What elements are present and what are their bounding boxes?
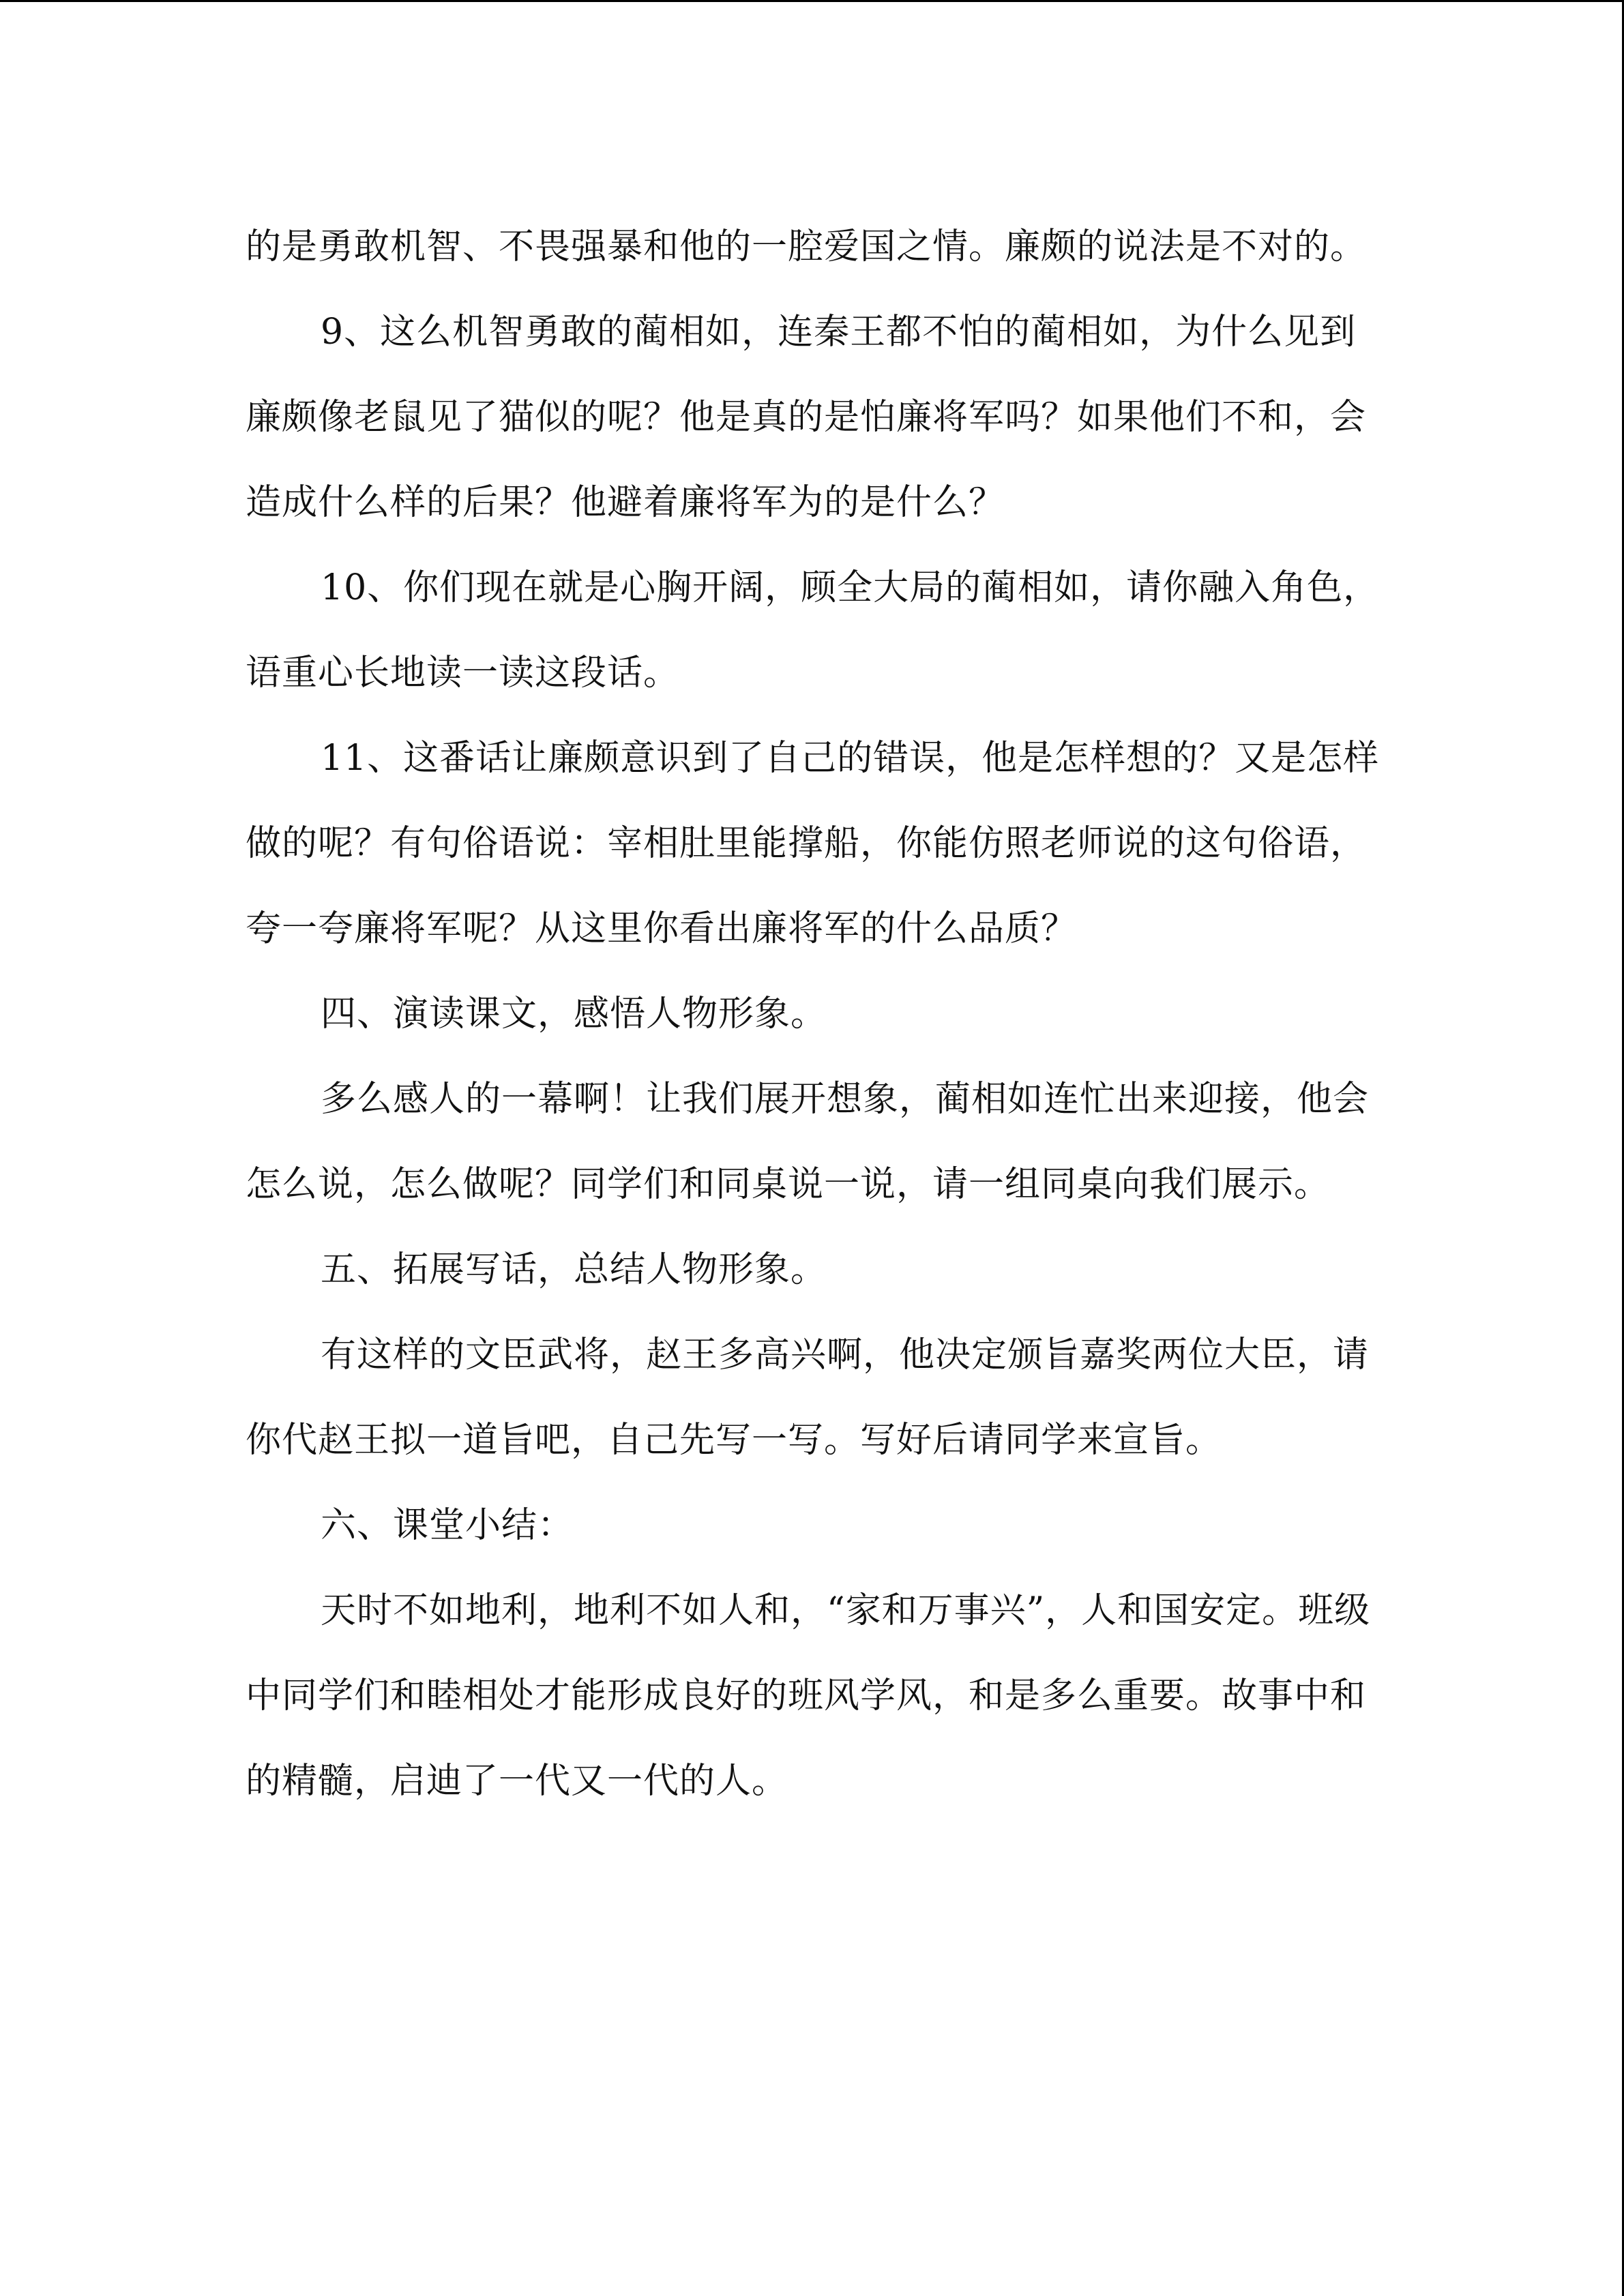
paragraph-question-10: 10、你们现在就是心胸开阔，顾全大局的蔺相如，请你融入角色，语重心长地读一读这段话。: [246, 567, 1380, 694]
document-body: [246, 205, 1391, 1824]
paragraph-section-5: 有这样的文臣武将，赵王多高兴啊，他决定颁旨嘉奖两位大臣，请你代赵王拟一道旨吧，自己先写一写。写好后请同学来宣旨。: [246, 1335, 1370, 1461]
paragraph-question-11: 11、这番话让廉颇意识到了自己的错误，他是怎样想的？又是怎样做的呢？有句俗语说：宰相肚里能撑船，你能仿照老师说的这句俗语，夸一夸廉将军呢？从这里你看出廉将军的什么品质？: [246, 738, 1380, 949]
section-heading-5: 五、拓展写话，总结人物形象。: [321, 1249, 827, 1290]
section-heading-4: 四、演读课文，感悟人物形象。: [321, 994, 827, 1034]
page-border-top: [0, 0, 1624, 2]
paragraph-section-6: 天时不如地利，地利不如人和，“家和万事兴”，人和国安定。班级中同学们和睦相处才能形成良好的班风学风，和是多么重要。故事中和的精髓，启迪了一代又一代的人。: [246, 1590, 1371, 1802]
paragraph-section-4: 多么感人的一幕啊！让我们展开想象，蔺相如连忙出来迎接，他会怎么说，怎么做呢？同学们和同桌说一说，请一组同桌向我们展示。: [246, 1079, 1370, 1205]
section-heading-6: 六、课堂小结：: [321, 1505, 574, 1546]
paragraph-question-9: 9、这么机智勇敢的蔺相如，连秦王都不怕的蔺相如，为什么见到廉颇像老鼠见了猫似的呢？他是真的是怕廉将军吗？如果他们不和，会造成什么样的后果？他避着廉将军为的是什么？: [246, 312, 1367, 523]
paragraph-continuation: 的是勇敢机智、不畏强暴和他的一腔爱国之情。廉颇的说法是不对的。: [246, 226, 1367, 267]
